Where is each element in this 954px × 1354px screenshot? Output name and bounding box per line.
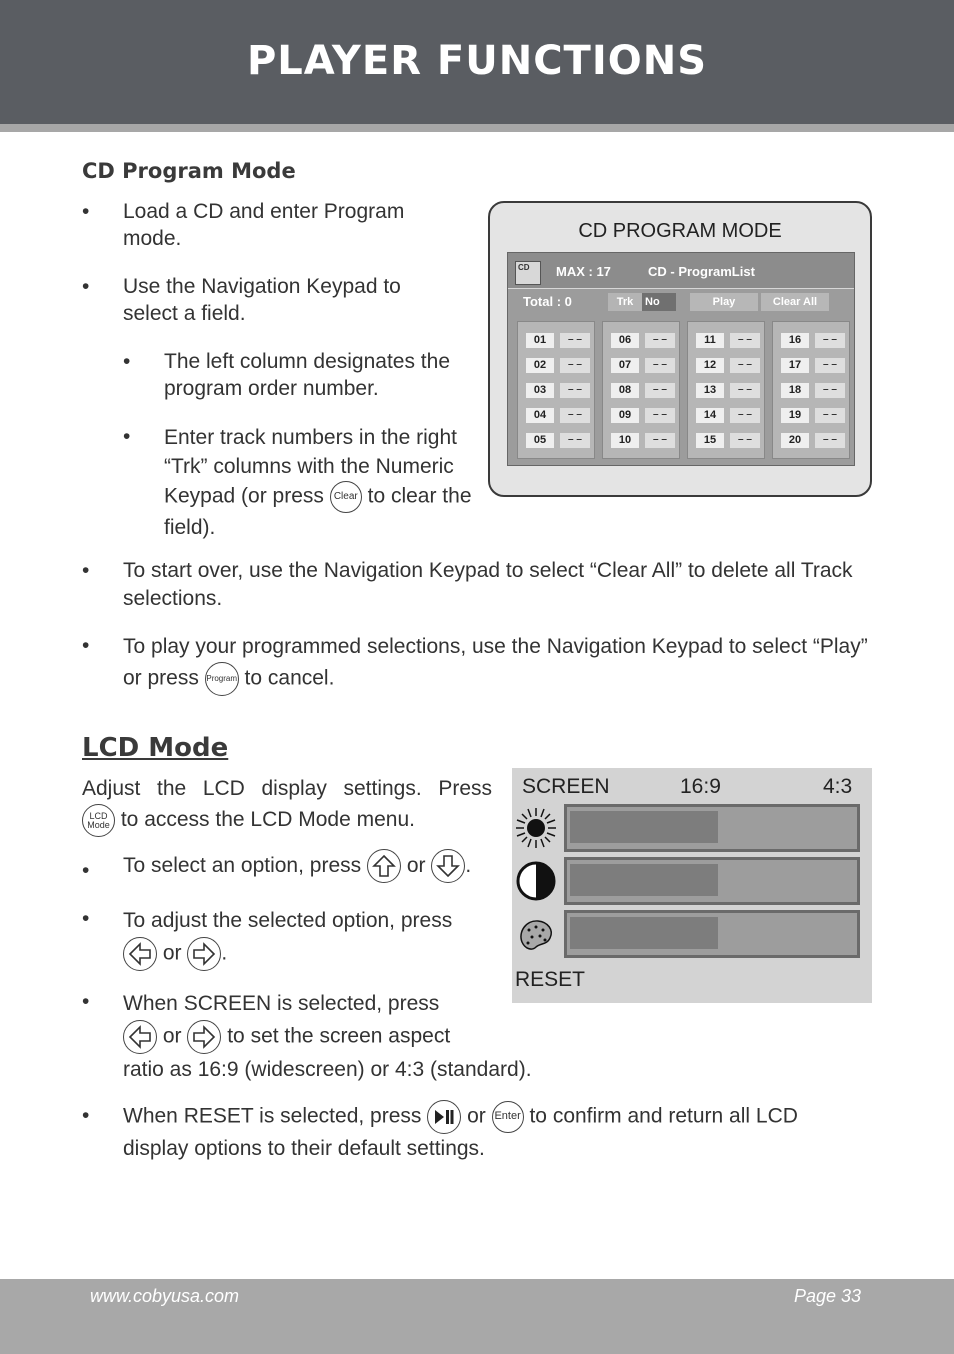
lcd-step-screen-end: ratio as 16:9 (widescreen) or 4:3 (standard). (123, 1058, 532, 1081)
lcd-step-reset-text: When RESET is selected, press (123, 1104, 422, 1128)
or-text: or (406, 854, 426, 877)
program-order-number: 19 (781, 408, 809, 423)
program-column (772, 321, 850, 459)
lcd-step-adjust-text: To adjust the selected option, press (123, 909, 453, 932)
or-text: or (162, 941, 182, 965)
program-slot[interactable] (781, 383, 843, 398)
track-field[interactable]: – – (730, 333, 760, 348)
program-slot[interactable] (526, 333, 588, 348)
track-field[interactable]: – – (815, 333, 845, 348)
right-arrow-icon (187, 937, 221, 971)
track-field[interactable]: – – (560, 433, 590, 448)
track-field[interactable]: – – (560, 383, 590, 398)
contrast-slider-fill (570, 864, 718, 896)
program-order-number: 11 (696, 333, 724, 348)
program-column (602, 321, 680, 459)
program-list-title: CD - ProgramList (648, 264, 755, 279)
brightness-slider[interactable] (564, 804, 860, 852)
program-slot[interactable] (611, 383, 673, 398)
program-slot[interactable] (781, 358, 843, 373)
program-order-number: 17 (781, 358, 809, 373)
bullet: • (123, 425, 131, 448)
ratio-16-9-option[interactable]: 16:9 (680, 775, 721, 798)
program-order-number: 05 (526, 433, 554, 448)
program-order-number: 03 (526, 383, 554, 398)
or-text: or (467, 1104, 486, 1128)
lcd-mode-menu (512, 768, 872, 1003)
cd-icon-label: CD (518, 263, 530, 272)
clear-key-icon: Clear (330, 481, 362, 513)
track-field[interactable]: – – (730, 408, 760, 423)
cd-program-mode-screen-title: CD PROGRAM MODE (578, 220, 782, 242)
program-slot[interactable] (611, 408, 673, 423)
contrast-icon (514, 859, 558, 903)
cd-step-clear-all: To start over, use the Navigation Keypad to select “Clear All” to delete all Track selections. (123, 559, 853, 610)
cd-disc-icon (515, 261, 541, 285)
program-slot[interactable] (781, 333, 843, 348)
lcd-intro-end: to access the LCD Mode menu. (120, 808, 415, 832)
footer-url: www.cobyusa.com (90, 1286, 240, 1306)
program-order-number: 04 (526, 408, 554, 423)
program-slot[interactable] (611, 333, 673, 348)
enter-key-icon: Enter (492, 1101, 524, 1133)
program-slot[interactable] (696, 408, 758, 423)
track-field[interactable]: – – (645, 433, 675, 448)
program-order-number: 02 (526, 358, 554, 373)
track-field[interactable]: – – (560, 358, 590, 373)
program-slot[interactable] (611, 433, 673, 448)
track-field[interactable]: – – (645, 333, 675, 348)
program-order-number: 15 (696, 433, 724, 448)
lcd-step-reset (123, 1100, 893, 1164)
program-list-topbar (508, 253, 854, 289)
color-slider-fill (570, 917, 718, 949)
cd-substep-enter-tracks-text: Enter track numbers in the right “Trk” columns with the Numeric Keypad (or press (164, 426, 457, 508)
lcd-step-screen-text: When SCREEN is selected, press (123, 992, 440, 1015)
reset-option-label[interactable]: RESET (515, 968, 586, 991)
track-field[interactable]: – – (730, 383, 760, 398)
program-order-number: 20 (781, 433, 809, 448)
lcd-mode-heading: LCD Mode (82, 733, 229, 763)
ratio-4-3-option[interactable]: 4:3 (823, 775, 853, 798)
cd-substep-enter-tracks (164, 423, 474, 542)
lcd-key-label: LCD (89, 811, 108, 821)
program-order-number: 07 (611, 358, 639, 373)
program-list-display (507, 252, 855, 466)
bullet: • (82, 200, 90, 223)
program-slot[interactable] (526, 408, 588, 423)
page-number: Page 33 (794, 1286, 862, 1306)
track-field[interactable]: – – (560, 408, 590, 423)
cd-step-navigate: Use the Navigation Keypad to select a field. (123, 275, 401, 325)
program-order-number: 08 (611, 383, 639, 398)
max-tracks: MAX : 17 (556, 264, 611, 279)
program-slot[interactable] (696, 383, 758, 398)
lcd-mode-key-icon (82, 804, 115, 837)
track-field[interactable]: – – (815, 358, 845, 373)
bullet: • (82, 275, 90, 298)
lcd-intro (82, 774, 492, 837)
track-field[interactable]: – – (645, 358, 675, 373)
program-order-number: 12 (696, 358, 724, 373)
cd-step-play-end: to cancel. (244, 666, 335, 690)
program-order-number: 18 (781, 383, 809, 398)
program-slot[interactable] (526, 433, 588, 448)
left-arrow-icon (123, 937, 157, 971)
track-field[interactable]: – – (730, 433, 760, 448)
color-icon (514, 912, 558, 956)
or-text: or (162, 1024, 182, 1048)
lcd-step-select-text: To select an option, press (123, 854, 362, 877)
cd-program-mode-screen (488, 201, 872, 497)
bullet: • (82, 559, 90, 582)
program-column (517, 321, 595, 459)
program-slot[interactable] (696, 333, 758, 348)
lcd-step-select: To select an option, press or . (123, 849, 503, 883)
brightness-icon (514, 806, 558, 850)
clear-all-button[interactable]: Clear All (761, 293, 829, 311)
header-divider (0, 124, 954, 132)
program-order-number: 06 (611, 333, 639, 348)
lcd-step-screen-mid: to set the screen aspect (227, 1024, 451, 1048)
down-arrow-icon (431, 849, 465, 883)
program-column (687, 321, 765, 459)
cd-program-mode-heading: CD Program Mode (82, 159, 296, 183)
color-slider[interactable] (564, 910, 860, 958)
play-button[interactable]: Play (690, 293, 758, 311)
track-field[interactable]: – – (815, 433, 845, 448)
program-slot[interactable] (696, 433, 758, 448)
lcd-step-adjust: To adjust the selected option, press or . (123, 905, 503, 971)
track-field[interactable]: – – (645, 383, 675, 398)
program-order-number: 16 (781, 333, 809, 348)
bullet: • (82, 859, 90, 882)
cd-step-play-text: To play your programmed selections, use the Navigation Keypad to select “Play” or press (123, 635, 868, 690)
program-key-icon: Program (205, 662, 239, 696)
bullet: • (123, 350, 131, 373)
play-pause-key-icon (427, 1100, 461, 1134)
bullet: • (82, 907, 90, 930)
page-title: PLAYER FUNCTIONS (246, 38, 708, 84)
program-order-number: 10 (611, 433, 639, 448)
lcd-step-reset-end: display options to their default settings. (123, 1137, 485, 1160)
total-count: Total : 0 (523, 294, 572, 309)
lcd-intro-text: Adjust the LCD display settings. Press (82, 777, 492, 800)
trk-field[interactable]: Trk (608, 293, 642, 311)
program-slot[interactable] (696, 358, 758, 373)
track-field[interactable]: – – (815, 383, 845, 398)
no-field[interactable]: No (642, 293, 676, 311)
program-order-number: 13 (696, 383, 724, 398)
program-order-number: 01 (526, 333, 554, 348)
program-slot[interactable] (781, 433, 843, 448)
bullet: • (82, 990, 90, 1013)
bullet: • (82, 634, 90, 657)
program-slot[interactable] (611, 358, 673, 373)
left-arrow-icon (123, 1020, 157, 1054)
contrast-slider[interactable] (564, 857, 860, 905)
mode-key-label: Mode (87, 820, 110, 830)
cd-step-play (123, 632, 883, 696)
program-order-number: 09 (611, 408, 639, 423)
right-arrow-icon (187, 1020, 221, 1054)
program-slot[interactable] (526, 383, 588, 398)
program-slot[interactable] (781, 408, 843, 423)
cd-substep-enter-tracks-end: to clear the field). (164, 484, 472, 539)
cd-substep-left-column: The left column designates the program order number. (164, 350, 451, 400)
cd-step-load: Load a CD and enter Program mode. (123, 200, 405, 250)
program-slot[interactable] (526, 358, 588, 373)
brightness-slider-fill (570, 811, 718, 843)
track-field[interactable]: – – (815, 408, 845, 423)
bullet: • (82, 1104, 90, 1127)
track-field[interactable]: – – (645, 408, 675, 423)
lcd-step-reset-mid: to confirm and return all LCD (529, 1104, 798, 1128)
screen-option-label[interactable]: SCREEN (522, 775, 610, 798)
program-order-number: 14 (696, 408, 724, 423)
up-arrow-icon (367, 849, 401, 883)
track-field[interactable]: – – (560, 333, 590, 348)
track-field[interactable]: – – (730, 358, 760, 373)
